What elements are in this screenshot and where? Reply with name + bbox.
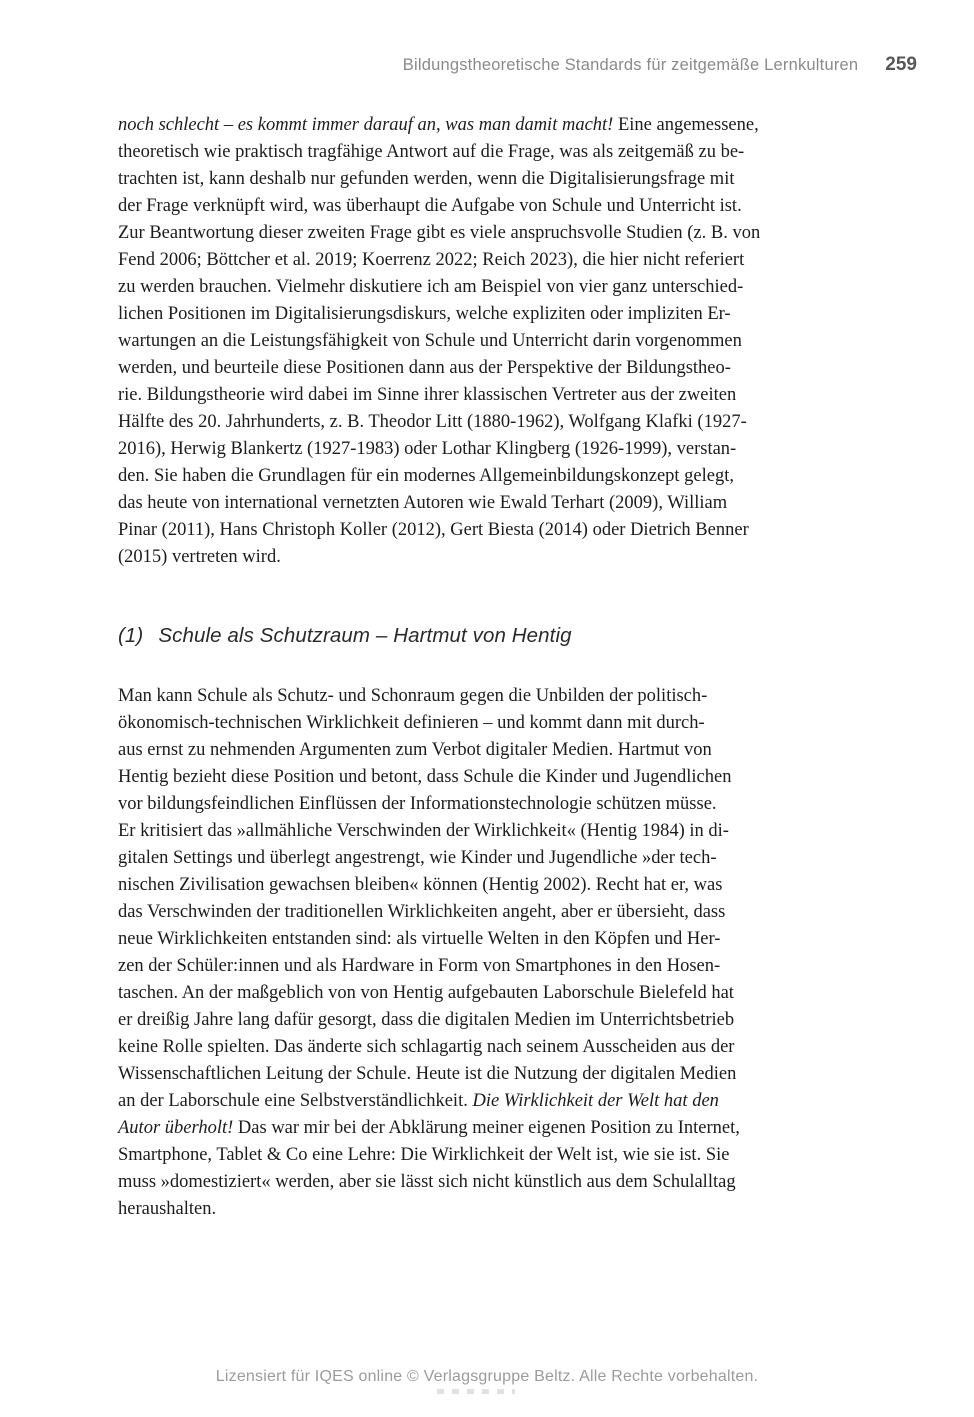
running-header <box>118 54 917 76</box>
text-line <box>118 436 860 463</box>
text-line <box>118 818 860 845</box>
body-text: Das war mir bei der Abklärung meiner eigenen Position zu Internet, <box>233 1118 740 1138</box>
text-line <box>118 926 860 953</box>
paragraph <box>118 683 860 1223</box>
text-line <box>118 1061 860 1088</box>
text-line <box>118 980 860 1007</box>
text-line <box>118 1142 860 1169</box>
header-title: Bildungstheoretische Standards für zeitgemäße Lernkulturen <box>402 56 859 74</box>
text-line <box>118 247 860 274</box>
text-line <box>118 1196 860 1223</box>
text-line <box>118 845 860 872</box>
body-text: muss »domestiziert« werden, aber sie lässt sich nicht künstlich aus dem Schulalltag <box>118 1172 736 1192</box>
text-line <box>118 1169 860 1196</box>
text-line <box>118 764 860 791</box>
body-text: den. Sie haben die Grundlagen für ein modernes Allgemeinbildungskonzept gelegt, <box>118 466 734 486</box>
body-text: heraushalten. <box>118 1199 217 1219</box>
text-line <box>118 1034 860 1061</box>
emphasized-text: Die Wirklichkeit der Welt hat den <box>472 1091 719 1111</box>
body-text: an der Laborschule eine Selbstverständlichkeit. <box>118 1091 473 1111</box>
text-line <box>118 791 860 818</box>
body-text: Hentig bezieht diese Position und betont, dass Schule die Kinder und Jugendlichen <box>118 767 732 787</box>
page-number: 259 <box>885 54 917 75</box>
body-text: Zur Beantwortung dieser zweiten Frage gibt es viele anspruchsvolle Studien (z. B. von <box>118 223 761 243</box>
text-line <box>118 1088 860 1115</box>
page-edge-artifact <box>437 1389 515 1394</box>
body-text: aus ernst zu nehmenden Argumenten zum Verbot digitaler Medien. Hartmut von <box>118 740 712 760</box>
text-line <box>118 953 860 980</box>
text-line <box>118 517 860 544</box>
body-text: Wissenschaftlichen Leitung der Schule. Heute ist die Nutzung der digitalen Medien <box>118 1064 737 1084</box>
body-text: neue Wirklichkeiten entstanden sind: als virtuelle Welten in den Köpfen und Her- <box>118 929 721 949</box>
body-text: zu werden brauchen. Vielmehr diskutiere ich am Beispiel von vier ganz unterschied- <box>118 277 744 297</box>
body-text: das Verschwinden der traditionellen Wirklichkeiten angeht, aber er übersieht, dass <box>118 902 726 922</box>
text-line <box>118 220 860 247</box>
body-text: ökonomisch-technischen Wirklichkeit definieren – und kommt dann mit durch- <box>118 713 705 733</box>
emphasized-text: noch schlecht – es kommt immer darauf an, was man damit macht! <box>118 115 614 135</box>
body-text: keine Rolle spielten. Das änderte sich schlagartig nach seinem Ausscheiden aus der <box>118 1037 735 1057</box>
text-line <box>118 463 860 490</box>
text-line <box>118 1007 860 1034</box>
text-line <box>118 166 860 193</box>
body-text: lichen Positionen im Digitalisierungsdiskurs, welche expliziten oder impliziten Er- <box>118 304 731 324</box>
body-text: zen der Schüler:innen und als Hardware in Form von Smartphones in den Hosen- <box>118 956 721 976</box>
text-line <box>118 710 860 737</box>
text-line <box>118 328 860 355</box>
body-text: (2015) vertreten wird. <box>118 547 281 567</box>
text-line <box>118 112 860 139</box>
text-line <box>118 872 860 899</box>
text-line <box>118 301 860 328</box>
body-text: theoretisch wie praktisch tragfähige Antwort auf die Frage, was als zeitgemäß zu be- <box>118 142 745 162</box>
text-line <box>118 139 860 166</box>
body-text: Smartphone, Tablet & Co eine Lehre: Die Wirklichkeit der Welt ist, wie sie ist. Sie <box>118 1145 730 1165</box>
text-line <box>118 737 860 764</box>
body-text: Pinar (2011), Hans Christoph Koller (2012), Gert Biesta (2014) oder Dietrich Benner <box>118 520 749 540</box>
body-text: Man kann Schule als Schutz- und Schonraum gegen die Unbilden der politisch- <box>118 686 708 706</box>
emphasized-text: Autor überholt! <box>118 1118 234 1138</box>
body-text: vor bildungsfeindlichen Einflüssen der Informationstechnologie schützen müsse. <box>118 794 717 814</box>
body-text: 2016), Herwig Blankertz (1927-1983) oder Lothar Klingberg (1926-1999), verstan- <box>118 439 737 459</box>
body-text: er dreißig Jahre lang dafür gesorgt, dass die digitalen Medien im Unterrichtsbetrieb <box>118 1010 735 1030</box>
body-text: nischen Zivilisation gewachsen bleiben« können (Hentig 2002). Recht hat er, was <box>118 875 723 895</box>
text-line <box>118 355 860 382</box>
section-heading <box>118 624 572 648</box>
section-heading-number: (1) <box>118 624 144 647</box>
text-line <box>118 490 860 517</box>
text-line <box>118 274 860 301</box>
text-line <box>118 382 860 409</box>
text-line <box>118 683 860 710</box>
body-text: wartungen an die Leistungsfähigkeit von Schule und Unterricht darin vorgenommen <box>118 331 742 351</box>
section-heading-title: Schule als Schutzraum – Hartmut von Hentig <box>158 624 572 647</box>
body-text: werden, und beurteile diese Positionen dann aus der Perspektive der Bildungstheo- <box>118 358 731 378</box>
footer-license: Lizensiert für IQES online © Verlagsgruppe Beltz. Alle Rechte vorbehalten. <box>215 1368 759 1385</box>
body-text: trachten ist, kann deshalb nur gefunden werden, wenn die Digitalisierungsfrage mit <box>118 169 735 189</box>
body-text: Fend 2006; Böttcher et al. 2019; Koerrenz 2022; Reich 2023), die hier nicht referiert <box>118 250 745 270</box>
body-text: taschen. An der maßgeblich von von Hentig aufgebauten Laborschule Bielefeld hat <box>118 983 734 1003</box>
body-text: der Frage verknüpft wird, was überhaupt die Aufgabe von Schule und Unterricht ist. <box>118 196 742 216</box>
body-text: rie. Bildungstheorie wird dabei im Sinne ihrer klassischen Vertreter aus der zweiten <box>118 385 737 405</box>
body-text: gitalen Settings und überlegt angestrengt, wie Kinder und Jugendliche »der tech- <box>118 848 717 868</box>
paragraph <box>118 112 860 571</box>
text-line <box>118 1115 860 1142</box>
text-line <box>118 409 860 436</box>
text-line <box>118 899 860 926</box>
text-line <box>118 193 860 220</box>
body-text: Eine angemessene, <box>613 115 759 135</box>
body-text: das heute von international vernetzten Autoren wie Ewald Terhart (2009), William <box>118 493 728 513</box>
body-text: Hälfte des 20. Jahrhunderts, z. B. Theodor Litt (1880-1962), Wolfgang Klafki (1927- <box>118 412 747 432</box>
body-text: Er kritisiert das »allmähliche Verschwinden der Wirklichkeit« (Hentig 1984) in di- <box>118 821 729 841</box>
text-line <box>118 544 860 571</box>
